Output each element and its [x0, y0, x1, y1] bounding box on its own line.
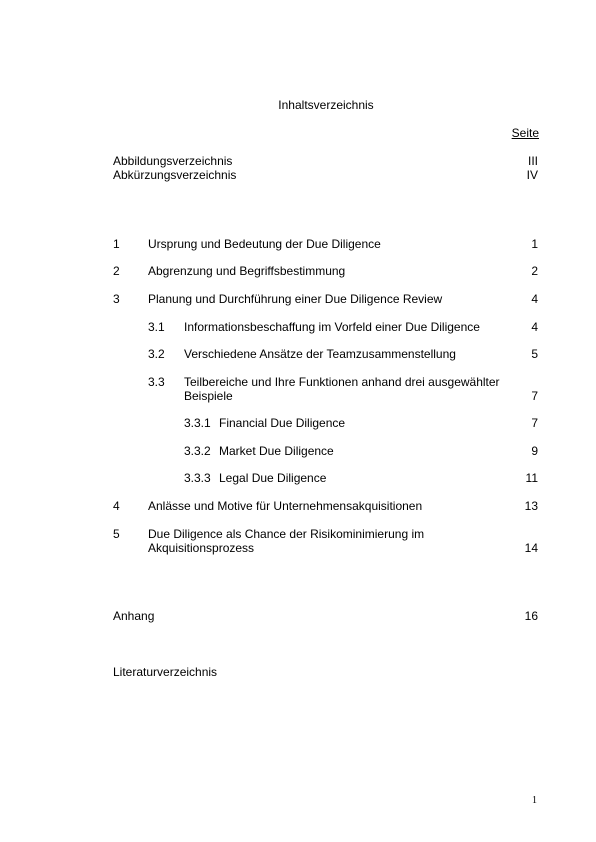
toc-chapter-number: 2: [113, 264, 120, 278]
toc-section-title[interactable]: Verschiedene Ansätze der Teamzusammenstellung: [184, 347, 456, 361]
toc-subsection-number: 3.3.2: [184, 444, 211, 458]
toc-section-title-line2[interactable]: Beispiele: [184, 389, 233, 403]
toc-chapter-title[interactable]: Abgrenzung und Begriffsbestimmung: [148, 264, 346, 278]
toc-chapter-title[interactable]: Ursprung und Bedeutung der Due Diligence: [148, 237, 381, 251]
toc-chapter-title[interactable]: Planung und Durchführung einer Due Diligence Review: [148, 292, 443, 306]
toc-entry-page: 13: [524, 499, 538, 513]
toc-entry-page: 1: [531, 237, 538, 251]
toc-entry-page: 14: [524, 541, 538, 555]
toc-subsection-title[interactable]: Financial Due Diligence: [219, 416, 346, 430]
toc-entry-page: 11: [525, 471, 538, 485]
toc-entry-literaturverzeichnis[interactable]: Literaturverzeichnis: [113, 665, 218, 679]
toc-entry-page: 4: [531, 320, 538, 334]
toc-section-title-line1[interactable]: Teilbereiche und Ihre Funktionen anhand drei ausgewählter: [184, 375, 500, 389]
toc-heading: Inhaltsverzeichnis: [278, 98, 374, 112]
toc-section-number: 3.2: [148, 347, 165, 361]
toc-chapter-title[interactable]: Anlässe und Motive für Unternehmensakquisitionen: [148, 499, 423, 513]
toc-chapter-number: 3: [113, 292, 120, 306]
toc-entry-page: 4: [531, 292, 538, 306]
toc-entry-abbildungsverzeichnis[interactable]: Abbildungsverzeichnis: [113, 154, 233, 168]
toc-section-title[interactable]: Informationsbeschaffung im Vorfeld einer Due Diligence: [184, 320, 480, 334]
toc-entry-page: III: [527, 154, 538, 168]
toc-entry-page: 9: [531, 444, 538, 458]
toc-subsection-title[interactable]: Market Due Diligence: [219, 444, 334, 458]
toc-subsection-number: 3.3.3: [184, 471, 211, 485]
page-column-label: Seite: [511, 126, 539, 140]
toc-entry-page: 7: [531, 416, 538, 430]
toc-subsection-title[interactable]: Legal Due Diligence: [219, 471, 327, 485]
toc-chapter-number: 1: [113, 237, 120, 251]
toc-entry-page: 7: [531, 389, 538, 403]
toc-chapter-title-line2[interactable]: Akquisitionsprozess: [148, 541, 255, 555]
toc-entry-page: 16: [524, 609, 538, 623]
toc-subsection-number: 3.3.1: [184, 416, 211, 430]
toc-entry-anhang[interactable]: Anhang: [113, 609, 155, 623]
toc-entry-page: 5: [531, 347, 538, 361]
toc-entry-page: 2: [531, 264, 538, 278]
toc-chapter-number: 5: [113, 527, 120, 541]
toc-chapter-title-line1[interactable]: Due Diligence als Chance der Risikominimierung im: [148, 527, 425, 541]
toc-section-number: 3.3: [148, 375, 165, 389]
toc-entry-abkuerzungsverzeichnis[interactable]: Abkürzungsverzeichnis: [113, 168, 237, 182]
toc-section-number: 3.1: [148, 320, 165, 334]
page-number: 1: [532, 795, 537, 806]
toc-entry-page: IV: [526, 168, 538, 182]
toc-chapter-number: 4: [113, 499, 120, 513]
